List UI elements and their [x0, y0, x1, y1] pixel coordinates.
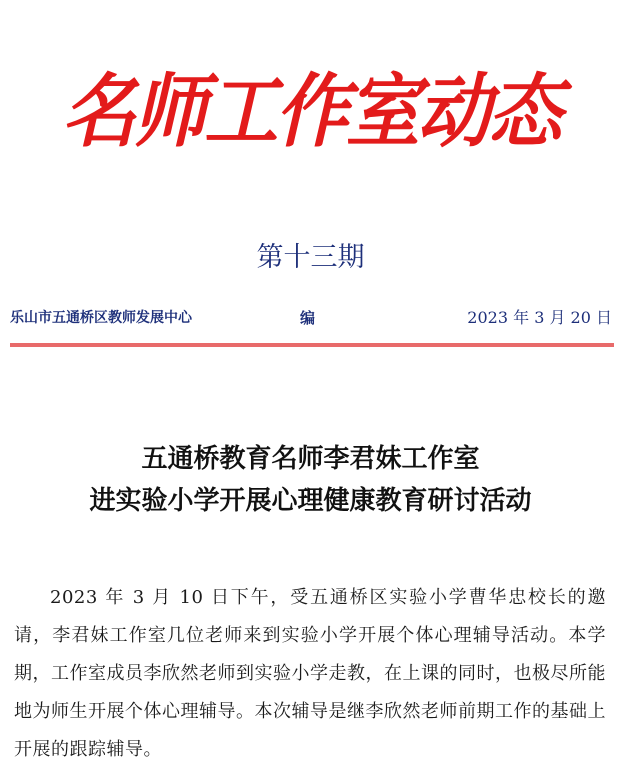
publisher-line [10, 305, 612, 331]
headline-line-2: 进实验小学开展心理健康教育研讨活动 [89, 486, 532, 516]
issue-number: 第十三期 [256, 242, 365, 273]
article-headline [0, 438, 621, 522]
headline-line-1: 五通桥教育名师李君妹工作室 [141, 444, 480, 474]
article-paragraph: 2023 年 3 月 10 日下午，受五通桥区实验小学曹华忠校长的邀请，李君妹工作室几位老师来到实验小学开展个体心理辅导活动。本学期，工作室成员李欣然老师到实验小学走教，在上课的同时，也极尽所能地为师生开展个体心理辅导。本次辅导是继李欣然老师前期工作的基础上开展的跟踪辅导。 [14, 587, 606, 760]
edit-mark: 编 [300, 309, 316, 327]
masthead-title: 名师工作室动态 [62, 65, 559, 159]
publish-date: 2023 年 3 月 20 日 [467, 308, 612, 327]
red-divider [10, 343, 614, 347]
publisher-name: 乐山市五通桥区教师发展中心 [10, 310, 192, 326]
